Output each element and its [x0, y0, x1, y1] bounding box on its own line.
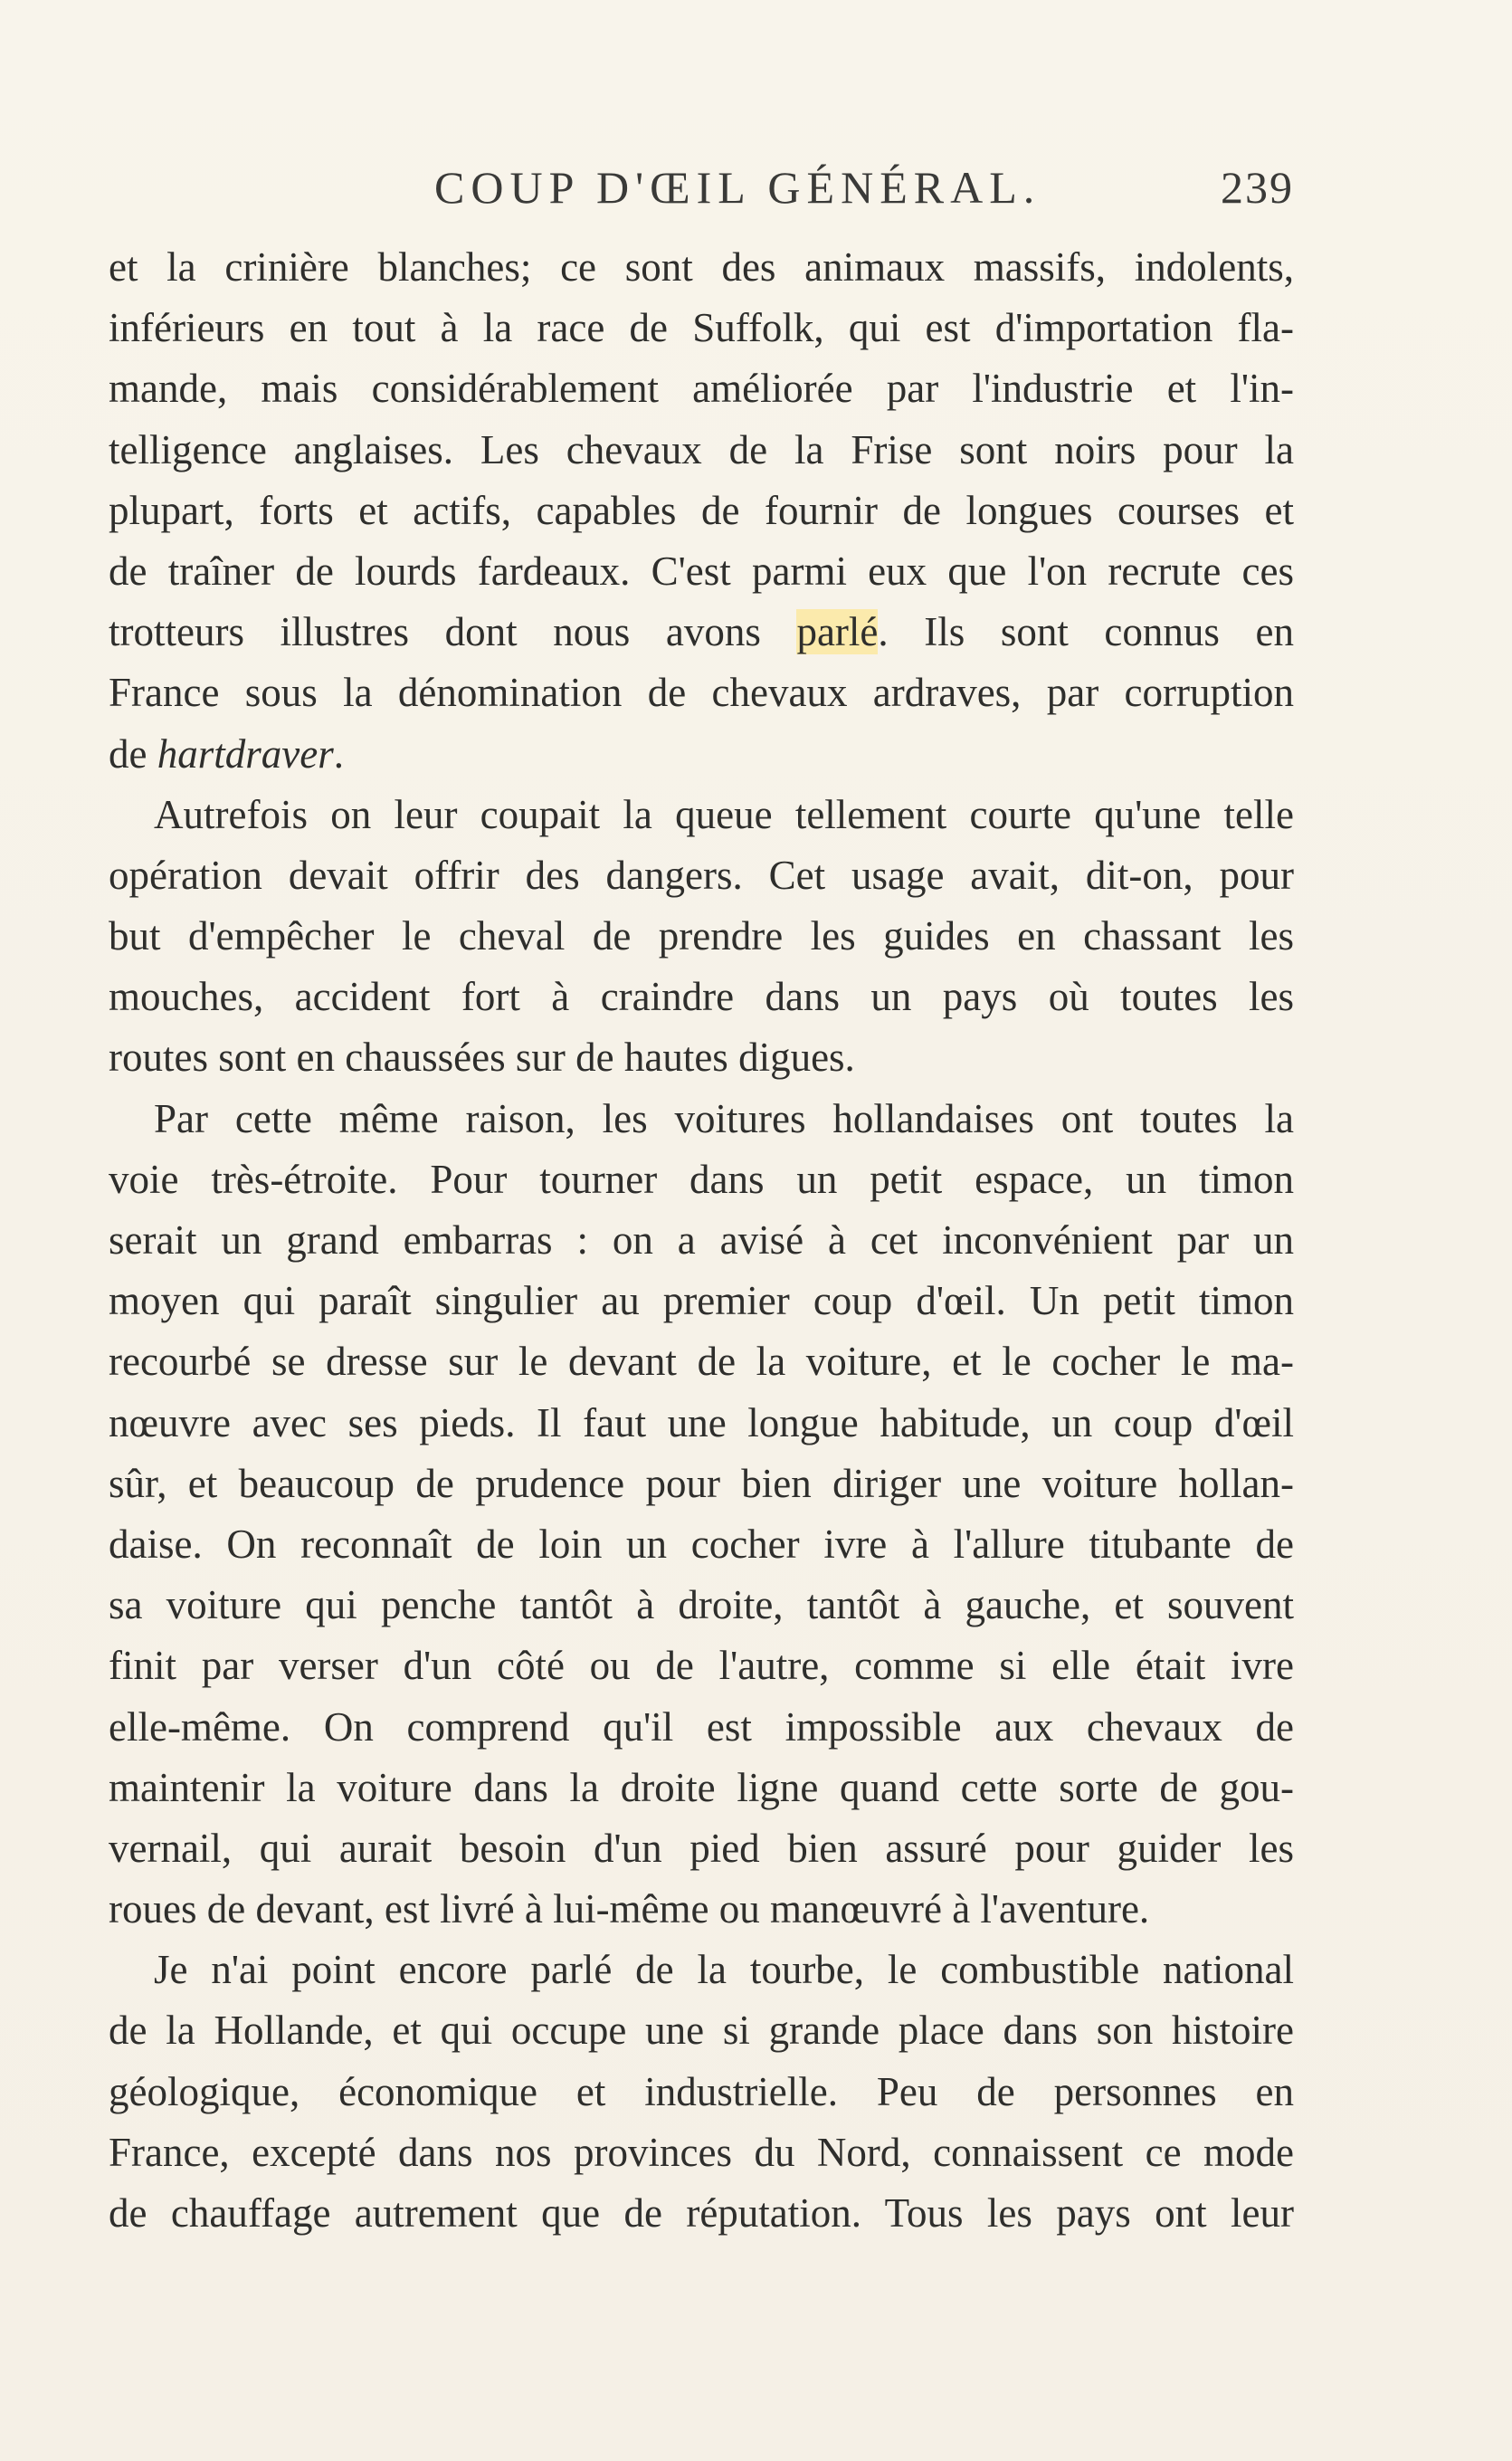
text-line: sa voiture qui penche tantôt à droite, tantôt à gauche, et souvent [109, 1582, 1294, 1628]
running-title: COUP D'ŒIL GÉNÉRAL. [434, 162, 1041, 213]
text-line: géologique, économique et industrielle. Peu de personnes en [109, 2068, 1294, 2114]
text-fragment: . [333, 730, 344, 777]
paragraph-first-line: Je n'ai point encore parlé de la tourbe, le combustible national [154, 1947, 1294, 1993]
paragraph-first-line: Par cette même raison, les voitures hollandaises ont toutes la [154, 1095, 1294, 1141]
text-line: voie très-étroite. Pour tourner dans un petit espace, un timon [109, 1156, 1294, 1202]
text-line: inférieurs en tout à la race de Suffolk, qui est d'importation fla- [109, 305, 1294, 351]
text-line: de chauffage autrement que de réputation. Tous les pays ont leur [109, 2190, 1294, 2236]
text-line: serait un grand embarras : on a avisé à cet inconvénient par un [109, 1217, 1294, 1263]
text-line: opération devait offrir des dangers. Cet usage avait, dit-on, pour [109, 852, 1294, 898]
text-fragment: de [109, 730, 157, 777]
text-line: nœuvre avec ses pieds. Il faut une longue habitude, un coup d'œil [109, 1399, 1294, 1445]
text-line-with-italic [109, 724, 1294, 785]
text-line: telligence anglaises. Les chevaux de la Frise sont noirs pour la [109, 426, 1294, 472]
highlighted-word: parlé [796, 609, 879, 655]
text-line: elle-même. On comprend qu'il est impossible aux chevaux de [109, 1703, 1294, 1750]
running-header [109, 161, 1294, 234]
paragraph-first-line: Autrefois on leur coupait la queue tellement courte qu'une telle [154, 791, 1294, 837]
text-line: plupart, forts et actifs, capables de fournir de longues courses et [109, 487, 1294, 533]
italic-word: hartdraver [157, 730, 334, 777]
text-line: but d'empêcher le cheval de prendre les guides en chassant les [109, 913, 1294, 959]
page-number: 239 [1221, 162, 1294, 213]
text-line: sûr, et beaucoup de prudence pour bien diriger une voiture hollan- [109, 1460, 1294, 1506]
text-line: maintenir la voiture dans la droite ligne quand cette sorte de gou- [109, 1764, 1294, 1810]
text-line: France, excepté dans nos provinces du Nord, connaissent ce mode [109, 2129, 1294, 2175]
text-line: recourbé se dresse sur le devant de la voiture, et le cocher le ma- [109, 1339, 1294, 1385]
text-line: daise. On reconnaît de loin un cocher ivre à l'allure titubante de [109, 1521, 1294, 1567]
text-fragment: . Ils sont connus en [878, 609, 1294, 655]
text-line: mouches, accident fort à craindre dans un pays où toutes les [109, 974, 1294, 1020]
text-line: roues de devant, est livré à lui-même ou manœuvré à l'aventure. [109, 1886, 1150, 1932]
text-line: de traîner de lourds fardeaux. C'est parmi eux que l'on recrute ces [109, 548, 1294, 594]
text-line: moyen qui paraît singulier au premier coup d'œil. Un petit timon [109, 1278, 1294, 1324]
text-line: finit par verser d'un côté ou de l'autre, comme si elle était ivre [109, 1643, 1294, 1689]
text-line-with-highlight [109, 602, 1294, 663]
text-line: de la Hollande, et qui occupe une si grande place dans son histoire [109, 2008, 1294, 2054]
text-fragment: trotteurs illustres dont nous avons [109, 609, 797, 655]
text-line: France sous la dénomination de chevaux ardraves, par corruption [109, 670, 1294, 716]
text-line: routes sont en chaussées sur de hautes digues. [109, 1035, 855, 1081]
text-line: mande, mais considérablement améliorée par l'industrie et l'in- [109, 366, 1294, 412]
body-text [109, 237, 1294, 2244]
text-line: et la crinière blanches; ce sont des animaux massifs, indolents, [109, 244, 1294, 290]
text-line: vernail, qui aurait besoin d'un pied bien assuré pour guider les [109, 1825, 1294, 1871]
